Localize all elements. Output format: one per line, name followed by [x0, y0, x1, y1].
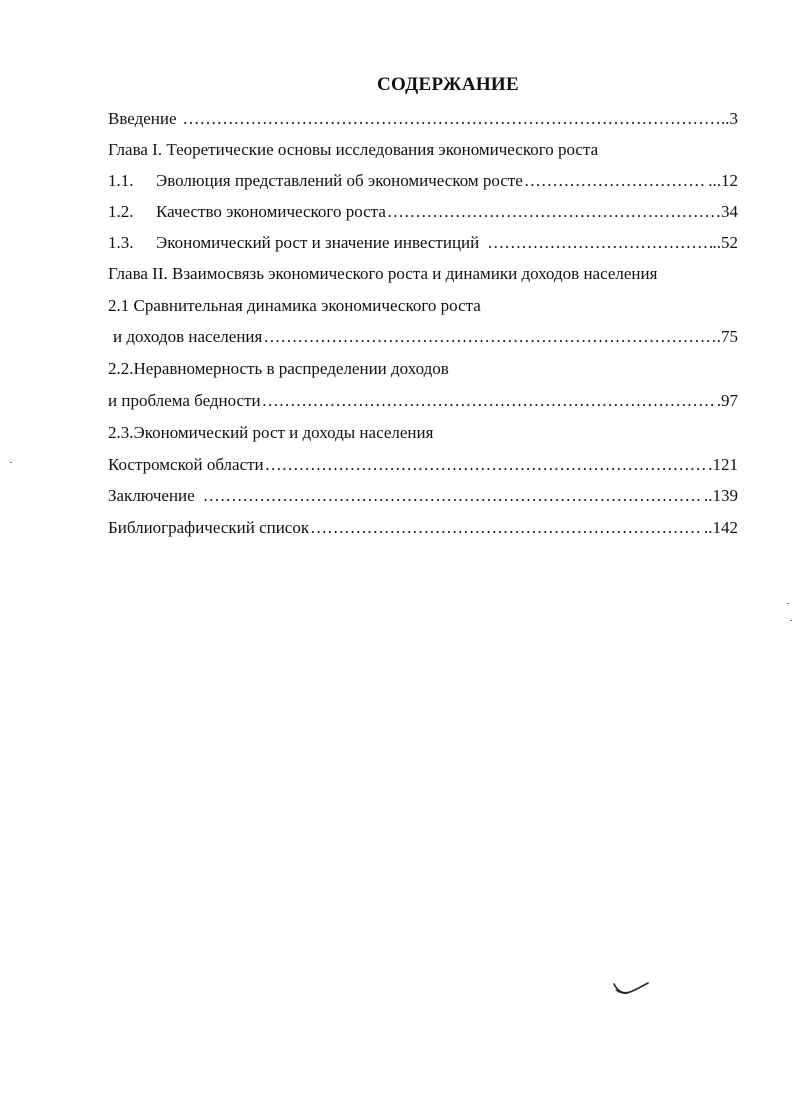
toc-page-number: ..139 [704, 486, 738, 505]
toc-entry-2-2-line2[interactable] [108, 389, 738, 413]
dot-leader [183, 107, 720, 131]
toc-entry-label: Введение [108, 109, 177, 128]
toc-page-number: ..3 [721, 109, 738, 128]
toc-chapter-2[interactable] [108, 262, 748, 286]
toc-entry-label: Экономический рост и значение инвестиций [156, 233, 480, 252]
toc-entry-label: 2.3.Экономический рост и доходы населения [108, 423, 434, 442]
toc-entry-introduction[interactable] [108, 107, 738, 131]
toc-entry-label: Качество экономического роста [156, 202, 386, 221]
toc-entry-1-1[interactable] [108, 169, 738, 193]
toc-entry-label: Заключение [108, 486, 195, 505]
toc-entry-2-1-line1[interactable] [108, 294, 738, 318]
dot-leader [263, 325, 715, 349]
toc-section-number: 1.3. [108, 233, 134, 252]
dot-leader [387, 200, 720, 224]
toc-entry-2-3-line1[interactable] [108, 421, 738, 445]
pen-mark-icon [612, 978, 652, 1000]
toc-page-number: ..142 [704, 518, 738, 537]
toc-section-number: 1.2. [108, 202, 134, 221]
toc-entry-conclusion[interactable] [108, 484, 738, 508]
toc-page-number: 34 [721, 202, 738, 221]
toc-entry-2-1-line2[interactable] [113, 325, 738, 349]
toc-chapter-label: Глава I. Теоретические основы исследования экономического роста [108, 140, 599, 159]
toc-page-number: .75 [716, 327, 738, 346]
toc-chapter-1[interactable] [108, 138, 738, 162]
toc-page-number: .121 [708, 455, 738, 474]
dot-leader [265, 453, 708, 477]
scan-speck [787, 603, 789, 604]
scan-speck [10, 462, 12, 463]
toc-entry-2-2-line1[interactable] [108, 357, 738, 381]
toc-entry-bibliography[interactable] [108, 516, 738, 540]
dot-leader [487, 231, 711, 255]
dot-leader [524, 169, 707, 193]
scan-speck [790, 620, 792, 621]
dot-leader [262, 389, 716, 413]
toc-entry-label: 2.1 Сравнительная динамика экономического роста [108, 296, 481, 315]
toc-entry-label: Эволюция представлений об экономическом росте [156, 171, 523, 190]
toc-section-number: 1.1. [108, 171, 134, 190]
toc-entry-1-3[interactable] [108, 231, 738, 255]
toc-entry-2-3-line2[interactable] [108, 453, 738, 477]
toc-entry-label: 2.2.Неравномерность в распределении доходов [108, 359, 449, 378]
toc-page-number: ...12 [708, 171, 738, 190]
toc-entry-label: Костромской области [108, 455, 264, 474]
toc-chapter-label: Глава II. Взаимосвязь экономического роста и динамики доходов населения [108, 264, 658, 283]
toc-entry-label: и доходов населения [113, 327, 263, 346]
dot-leader [203, 484, 703, 508]
toc-page-number: ..52 [712, 233, 738, 252]
toc-page-number: .97 [716, 391, 738, 410]
toc-entry-1-2[interactable] [108, 200, 738, 224]
page-title: СОДЕРЖАНИЕ [377, 74, 519, 95]
toc-entry-label: и проблема бедности [108, 391, 261, 410]
dot-leader [310, 516, 703, 540]
toc-entry-label: Библиографический список [108, 518, 310, 537]
